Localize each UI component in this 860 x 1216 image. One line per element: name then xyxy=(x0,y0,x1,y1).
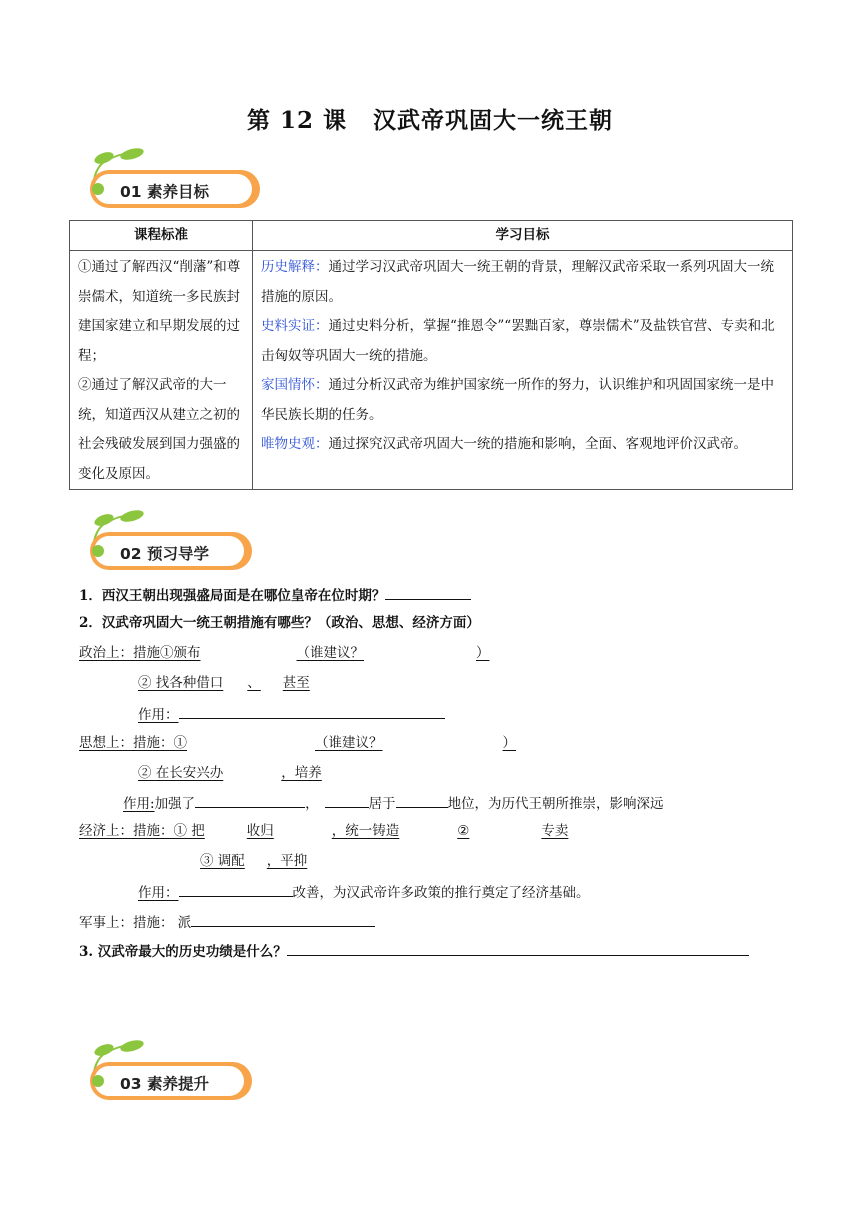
question-2: 2．汉武帝巩固大一统王朝措施有哪些？（政治、思想、经济方面） xyxy=(79,615,480,631)
economy-line-1: 经济上：措施：① 把 收归 ，统一铸造 ② 专卖 xyxy=(79,823,569,839)
economy-line-3: 作用： 改善，为汉武帝许多政策的推行奠定了经济基础。 xyxy=(138,881,590,903)
politics-line-1: 政治上：措施①颁布 （谁建议？ ） xyxy=(79,645,490,661)
question-3: 3. 汉武帝最大的历史功绩是什么？ xyxy=(79,940,749,962)
thought-line-1: 思想上：措施：① （谁建议？ ） xyxy=(79,735,516,751)
military-line: 军事上：措施： 派 xyxy=(79,911,375,933)
objective-4: 唯物史观：通过探究汉武帝巩固大一统的措施和影响，全面、客观地评价汉武帝。 xyxy=(261,436,747,452)
answer-blank[interactable] xyxy=(179,703,445,719)
economy-line-2: ③ 调配 ，平抑 xyxy=(200,853,308,869)
answer-blank[interactable] xyxy=(179,881,293,897)
objectives-cell xyxy=(253,251,793,490)
thought-line-3: 作用:加强了 ， 居于 地位，为历代王朝所推崇，影响深远 xyxy=(123,792,664,814)
objective-2: 史料实证：通过史料分析，掌握“推恩令”“罢黜百家，尊崇儒术”及盐铁官营、专卖和北击匈奴等巩固大一统的措施。 xyxy=(261,318,775,364)
section-badge-03 xyxy=(76,1040,262,1110)
politics-line-2: ② 找各种借口 、 甚至 xyxy=(138,675,310,691)
objective-3: 家国情怀：通过分析汉武帝为维护国家统一所作的努力，认识维护和巩固国家统一是中华民族长期的任务。 xyxy=(261,377,774,423)
lesson-number: 第 12 课 xyxy=(246,107,348,134)
question-1: 1．西汉王朝出现强盛局面是在哪位皇帝在位时期？ xyxy=(79,584,471,606)
lesson-topic: 汉武帝巩固大一统王朝 xyxy=(373,107,614,134)
answer-blank[interactable] xyxy=(385,584,471,600)
standard-2: ②通过了解汉武帝的大一统，知道西汉从建立之初的社会残破发展到国力强盛的变化及原因。 xyxy=(78,377,240,482)
answer-blank[interactable] xyxy=(396,792,448,808)
answer-blank[interactable] xyxy=(325,792,369,808)
answer-blank[interactable] xyxy=(195,792,305,808)
section-label: 02 预习导学 xyxy=(120,545,209,563)
page-title xyxy=(0,102,860,135)
section-badge-02 xyxy=(76,510,262,580)
standards-cell xyxy=(70,251,253,490)
goals-table xyxy=(69,220,793,490)
objective-1: 历史解释：通过学习汉武帝巩固大一统王朝的背景，理解汉武帝采取一系列巩固大一统措施的原因。 xyxy=(261,259,774,305)
section-badge-01 xyxy=(76,148,262,218)
thought-line-2: ② 在长安兴办 ，培养 xyxy=(138,765,322,781)
header-standard: 课程标准 xyxy=(70,221,253,251)
answer-blank[interactable] xyxy=(191,911,375,927)
section-label: 03 素养提升 xyxy=(120,1075,209,1093)
answer-blank[interactable] xyxy=(287,940,749,956)
header-objective: 学习目标 xyxy=(253,221,793,251)
standard-1: ①通过了解西汉“削藩”和尊崇儒术，知道统一多民族封建国家建立和早期发展的过程； xyxy=(78,259,241,364)
politics-line-3: 作用： xyxy=(138,703,445,725)
section-label: 01 素养目标 xyxy=(120,183,209,201)
